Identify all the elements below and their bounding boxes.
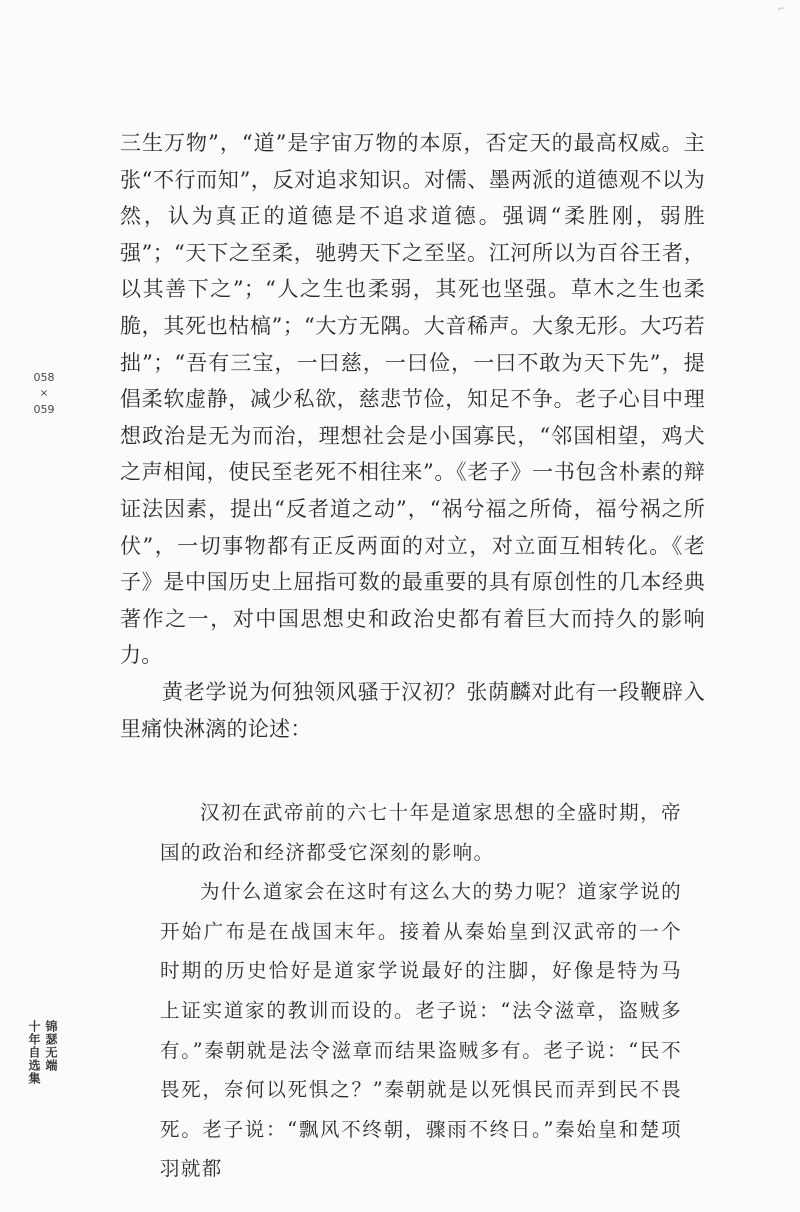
body-text [120,125,705,747]
running-title-part1: 锦瑟无端 [44,1020,58,1072]
page-number-left: 058 [33,371,55,384]
page-number-separator: × [39,388,49,399]
block-quote [160,793,682,1189]
corner-mark: ⌐ [777,4,786,15]
quote-paragraph-2: 为什么道家会在这时有这么大的势力呢？道家学说的开始广布是在战国末年。接着从秦始皇到汉武帝的一个时期的历史恰好是道家学说最好的注脚，好像是特为马上证实道家的教训而设的。老子说：“法令滋章，盗贼多有。”秦朝就是法令滋章而结果盗贼多有。老子说：“民不畏死，奈何以死惧之？”秦朝就是以死惧民而弄到民不畏死。老子说：“飘风不终朝，骤雨不终日。”秦始皇和楚项羽就都 [160,880,682,1181]
body-paragraph-2: 黄老学说为何独领风骚于汉初？张荫麟对此有一段鞭辟入里痛快淋漓的论述： [120,679,705,741]
page-number-right: 059 [33,403,55,416]
quote-paragraph-1: 汉初在武帝前的六七十年是道家思想的全盛时期，帝国的政治和经济都受它深刻的影响。 [160,801,682,864]
running-title [26,1020,60,1085]
page-numbers [28,370,60,418]
body-paragraph-1: 三生万物”，“道”是宇宙万物的本原，否定天的最高权威。主张“不行而知”，反对追求知识。对儒、墨两派的道德观不以为然，认为真正的道德是不追求道德。强调“柔胜刚，弱胜强”；“天下之至柔，驰骋天下之至坚。江河所以为百谷王者，以其善下之”；“人之生也柔弱，其死也坚强。草木之生也柔脆，其死也枯槁”；“大方无隅。大音稀声。大象无形。大巧若拙”；“吾有三宝，一曰慈，一曰俭，一曰不敢为天下先”，提倡柔软虚静，减少私欲，慈悲节俭，知足不争。老子心目中理想政治是无为而治，理想社会是小国寡民，“邻国相望，鸡犬之声相闻，使民至老死不相往来”。《老子》一书包含朴素的辩证法因素，提出“反者道之动”，“祸兮福之所倚，福兮祸之所伏”，一切事物都有正反两面的对立，对立面互相转化。《老子》是中国历史上屈指可数的最重要的具有原创性的几本经典著作之一，对中国思想史和政治史都有着巨大而持久的影响力。 [120,131,705,668]
running-title-part2: 十年自选集 [27,1020,41,1085]
